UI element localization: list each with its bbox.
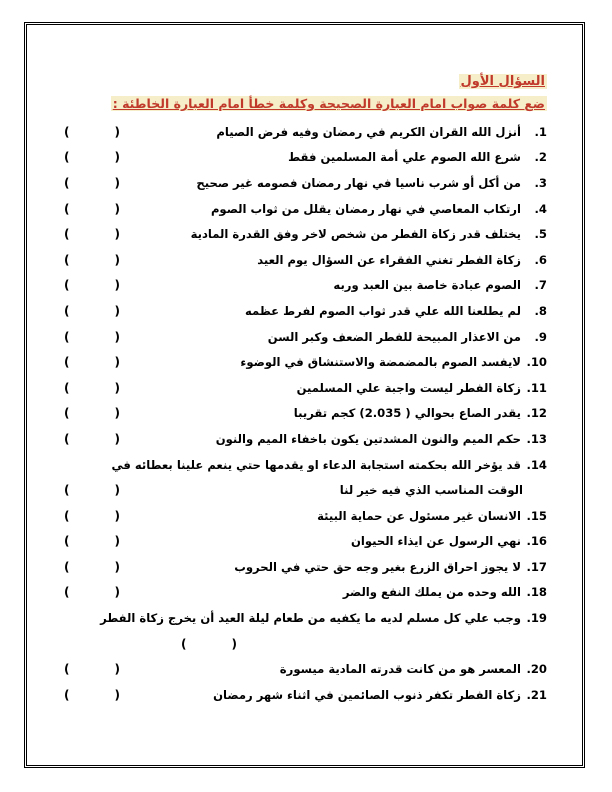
- blank-close-paren: ): [64, 559, 70, 574]
- blank-close-paren: ): [64, 150, 70, 165]
- answer-blank[interactable]: [64, 253, 120, 267]
- blank-open-paren: (: [114, 252, 120, 267]
- blank-close-paren: ): [64, 585, 70, 600]
- blank-close-paren: ): [64, 662, 70, 677]
- question-text: شرع الله الصوم علي أمة المسلمين فقط: [288, 150, 521, 165]
- answer-blank[interactable]: [64, 509, 120, 523]
- blank-close-paren: ): [64, 406, 70, 421]
- question-number: 7.: [534, 278, 547, 293]
- blank-close-paren: ): [64, 431, 70, 446]
- question-number: 3.: [534, 175, 547, 190]
- answer-blank[interactable]: [64, 483, 120, 497]
- question-item: [64, 605, 547, 631]
- question-item: [64, 682, 547, 708]
- answer-row: [64, 631, 547, 657]
- question-text: أنزل الله القران الكريم في رمضان وفيه فرض الصيام: [216, 124, 521, 139]
- worksheet: [64, 70, 547, 708]
- question-item: [64, 145, 547, 171]
- blank-open-paren: (: [114, 687, 120, 702]
- blank-close-paren: ): [64, 303, 70, 318]
- question-item: [64, 580, 547, 606]
- question-item: [64, 375, 547, 401]
- blank-open-paren: (: [114, 431, 120, 446]
- question-item: [64, 554, 547, 580]
- blank-close-paren: ): [64, 483, 70, 498]
- blank-open-paren: (: [114, 329, 120, 344]
- question-number: 11.: [526, 380, 547, 395]
- question-text: ارتكاب المعاصي في نهار رمضان يقلل من ثواب الصوم: [210, 201, 521, 216]
- answer-blank[interactable]: [64, 125, 120, 139]
- answer-blank[interactable]: [64, 381, 120, 395]
- question-number: 1.: [534, 124, 547, 139]
- question-number: 20.: [526, 662, 547, 677]
- blank-close-paren: ): [64, 329, 70, 344]
- blank-close-paren: ): [64, 201, 70, 216]
- question-number: 17.: [526, 559, 547, 574]
- answer-blank[interactable]: [64, 330, 120, 344]
- blank-open-paren: (: [114, 508, 120, 523]
- question-number: 8.: [534, 303, 547, 318]
- question-text: الله وحده من يملك النفع والضر: [342, 585, 521, 600]
- question-list: [64, 119, 547, 708]
- blank-open-paren: (: [114, 227, 120, 242]
- answer-blank[interactable]: [64, 176, 120, 190]
- question-item: [64, 298, 547, 324]
- question-item: [64, 529, 547, 555]
- answer-blank[interactable]: [64, 585, 120, 599]
- question-number: 6.: [534, 252, 547, 267]
- blank-open-paren: (: [114, 585, 120, 600]
- question-number: 14.: [526, 457, 547, 472]
- answer-blank[interactable]: [64, 534, 120, 548]
- answer-blank[interactable]: [64, 202, 120, 216]
- blank-open-paren: (: [114, 355, 120, 370]
- instruction-row: [64, 93, 547, 119]
- blank-open-paren: (: [114, 662, 120, 677]
- question-text: من الاعذار المبيحة للفطر الضعف وكبر السن: [267, 329, 521, 344]
- question-number: 19.: [526, 611, 547, 626]
- answer-blank[interactable]: [64, 406, 120, 420]
- blank-open-paren: (: [114, 150, 120, 165]
- question-text: يقدر الصاع بحوالي ( 2.035) كجم تقريبا: [293, 406, 521, 421]
- blank-close-paren: ): [64, 175, 70, 190]
- blank-open-paren: (: [231, 636, 237, 651]
- question-number: 12.: [526, 406, 547, 421]
- question-text: نهي الرسول عن ايذاء الحيوان: [350, 534, 521, 549]
- blank-close-paren: ): [64, 534, 70, 549]
- question-number: 15.: [526, 508, 547, 523]
- question-number: 9.: [534, 329, 547, 344]
- blank-close-paren: ): [64, 227, 70, 242]
- question-number: 21.: [526, 687, 547, 702]
- blank-open-paren: (: [114, 406, 120, 421]
- blank-close-paren: ): [64, 687, 70, 702]
- answer-blank[interactable]: [64, 278, 120, 292]
- question-text: يختلف قدر زكاة الفطر من شخص لاخر وفق القدرة المادية: [190, 227, 521, 242]
- question-text: وجب علي كل مسلم لديه ما يكفيه من طعام ليلة العيد أن يخرج زكاة الفطر: [100, 611, 521, 626]
- blank-open-paren: (: [114, 278, 120, 293]
- blank-close-paren: ): [64, 252, 70, 267]
- blank-open-paren: (: [114, 201, 120, 216]
- question-text: قد يؤخر الله بحكمته استجابة الدعاء او يقدمها حتي ينعم علينا بعطائه في: [111, 457, 521, 472]
- question-number: 2.: [534, 150, 547, 165]
- answer-blank[interactable]: [64, 227, 120, 241]
- blank-close-paren: ): [64, 508, 70, 523]
- question-text: لا يجوز احراق الزرع بغير وجه حق حتي في الحروب: [234, 559, 521, 574]
- question-text-continued: الوقت المناسب الذي فيه خير لنا: [339, 483, 523, 498]
- answer-blank[interactable]: [64, 304, 120, 318]
- answer-blank[interactable]: [64, 662, 120, 676]
- question-item: [64, 426, 547, 452]
- question-text: لم يطلعنا الله علي قدر ثواب الصوم لفرط عظمه: [245, 303, 521, 318]
- answer-blank[interactable]: [64, 432, 120, 446]
- question-text: زكاة الفطر تغني الفقراء عن السؤال يوم العيد: [257, 252, 521, 267]
- question-item: [64, 349, 547, 375]
- blank-open-paren: (: [114, 380, 120, 395]
- question-text: الانسان غير مسئول عن حماية البيئة: [317, 508, 521, 523]
- answer-blank[interactable]: [64, 355, 120, 369]
- question-item: [64, 273, 547, 299]
- blank-close-paren: ): [64, 355, 70, 370]
- question-item: [64, 656, 547, 682]
- question-item: [64, 221, 547, 247]
- question-number: 5.: [534, 227, 547, 242]
- answer-blank[interactable]: [64, 560, 120, 574]
- blank-close-paren: ): [64, 380, 70, 395]
- question-item: [64, 170, 547, 196]
- blank-close-paren: ): [64, 278, 70, 293]
- question-text: المعسر هو من كانت قدرته المادية ميسورة: [279, 662, 521, 677]
- question-number: 13.: [526, 431, 547, 446]
- question-number: 10.: [526, 355, 547, 370]
- section-title: السؤال الأول: [460, 74, 545, 89]
- blank-close-paren: ): [64, 124, 70, 139]
- blank-open-paren: (: [114, 483, 120, 498]
- question-item: [64, 196, 547, 222]
- question-item: [64, 452, 547, 478]
- question-item: [64, 119, 547, 145]
- question-text: زكاة الفطر ليست واجبة علي المسلمين: [296, 380, 521, 395]
- blank-open-paren: (: [114, 124, 120, 139]
- instruction-text: ضع كلمة صواب امام العبارة الصحيحة وكلمة خطأ امام العبارة الخاطئة :: [112, 96, 545, 111]
- question-number: 16.: [526, 534, 547, 549]
- blank-open-paren: (: [114, 175, 120, 190]
- question-text: الصوم عبادة خاصة بين العبد وربه: [333, 278, 521, 293]
- question-text: زكاة الفطر تكفر ذنوب الصائمين في اثناء شهر رمضان: [213, 687, 521, 702]
- answer-blank[interactable]: [64, 688, 120, 702]
- question-item: [64, 503, 547, 529]
- question-continuation: [64, 477, 547, 503]
- question-item: [64, 401, 547, 427]
- question-item: [64, 247, 547, 273]
- answer-blank[interactable]: [64, 150, 120, 164]
- question-number: 4.: [534, 201, 547, 216]
- question-text: حكم الميم والنون المشدتين يكون باخفاء الميم والنون: [215, 431, 521, 446]
- question-number: 18.: [526, 585, 547, 600]
- question-text: من أكل أو شرب ناسيا في نهار رمضان فصومه غير صحيح: [196, 175, 521, 190]
- question-item: [64, 324, 547, 350]
- blank-close-paren: ): [181, 636, 187, 651]
- blank-open-paren: (: [114, 534, 120, 549]
- blank-open-paren: (: [114, 559, 120, 574]
- title-row: [64, 70, 547, 93]
- blank-open-paren: (: [114, 303, 120, 318]
- question-text: لايفسد الصوم بالمضمضة والاستنشاق في الوضوء: [240, 355, 521, 370]
- answer-blank[interactable]: [181, 637, 237, 651]
